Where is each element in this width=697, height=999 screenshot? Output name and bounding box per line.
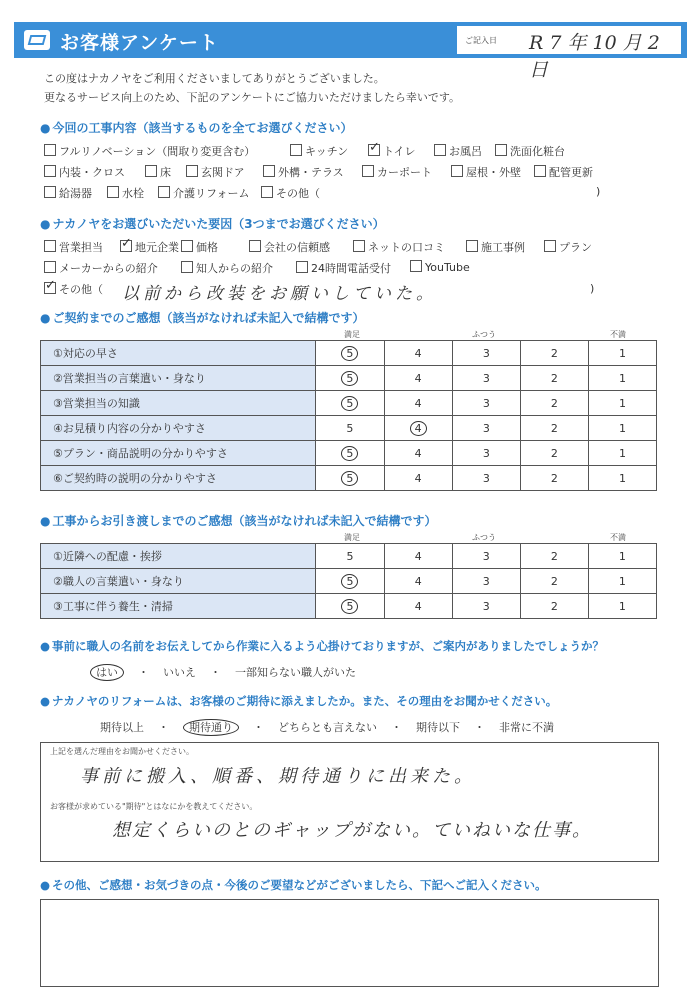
q1-checkbox[interactable] xyxy=(158,186,170,198)
q6-option[interactable]: 期待通り xyxy=(183,719,239,736)
q4-row xyxy=(41,569,657,594)
q2-option[interactable] xyxy=(44,281,103,297)
q1-option[interactable] xyxy=(534,164,593,180)
q1-checkbox[interactable] xyxy=(495,144,507,156)
q4-score-5[interactable] xyxy=(316,569,384,594)
q1-option[interactable] xyxy=(158,185,249,201)
q3-row-label: ④お見積り内容の分かりやすさ xyxy=(41,416,316,441)
q1-checkbox[interactable] xyxy=(261,186,273,198)
q2-option[interactable] xyxy=(544,239,592,255)
q3-score-3[interactable]: 3 xyxy=(452,441,520,466)
q4-score-5[interactable]: 5 xyxy=(316,544,384,569)
q1-checkbox[interactable] xyxy=(107,186,119,198)
q3-scale-low: 不満 xyxy=(610,330,626,339)
q1-option[interactable] xyxy=(362,164,432,180)
selected-score-circle: 5 xyxy=(341,574,358,589)
q3-score-5[interactable] xyxy=(316,341,384,366)
q1-option[interactable] xyxy=(290,143,348,159)
q1-option[interactable] xyxy=(186,164,245,180)
q2-title: ● ナカノヤをお選びいただいた要因（3つまでお選びください） xyxy=(40,217,385,231)
q1-option-label: カーポート xyxy=(377,166,432,179)
selected-score-circle: 5 xyxy=(341,371,358,386)
q7-title: ● その他、ご感想・お気づきの点・今後のご要望などがございましたら、下記へご記入ください。 xyxy=(40,878,547,892)
q2-checkbox[interactable] xyxy=(44,282,56,294)
q4-score-3[interactable]: 3 xyxy=(452,569,520,594)
q3-score-2[interactable]: 2 xyxy=(520,416,588,441)
q1-option[interactable] xyxy=(495,143,565,159)
q3-row xyxy=(41,416,657,441)
q3-row xyxy=(41,441,657,466)
q2-option[interactable] xyxy=(44,260,158,276)
q6-title: ● ナカノヤのリフォームは、お客様のご期待に添えましたか。また、その理由をお聞かせください。 xyxy=(40,694,558,708)
q4-score-1[interactable]: 1 xyxy=(588,569,656,594)
intro-line-2: 更なるサービス向上のため、下記のアンケートにご協力いただけましたら幸いです。 xyxy=(44,91,461,104)
q3-score-1[interactable]: 1 xyxy=(588,341,656,366)
q1-option-label: トイレ xyxy=(383,145,416,158)
q3-score-2[interactable]: 2 xyxy=(520,366,588,391)
q1-checkbox[interactable] xyxy=(44,165,56,177)
q2-option[interactable] xyxy=(120,239,179,255)
q2-checkbox[interactable] xyxy=(181,261,193,273)
q3-score-2[interactable]: 2 xyxy=(520,341,588,366)
q4-row-label: ①近隣への配慮・挨拶 xyxy=(41,544,316,569)
q6-reason-text[interactable]: 事前に搬入、順番、期待通りに出来た。 xyxy=(80,766,476,787)
q6-expect-prompt: お客様が求めている"期待"とはなにかを教えてください。 xyxy=(50,802,258,811)
q4-score-2[interactable]: 2 xyxy=(520,594,588,619)
q6-reason-prompt: 上記を選んだ理由をお聞かせください。 xyxy=(50,747,194,756)
q1-option-label: 屋根・外壁 xyxy=(466,166,521,179)
q4-score-3[interactable]: 3 xyxy=(452,544,520,569)
q2-checkbox[interactable] xyxy=(120,240,132,252)
q4-score-5[interactable] xyxy=(316,594,384,619)
q2-option-label: 会社の信頼感 xyxy=(264,241,330,254)
q1-option-label: 玄関ドア xyxy=(201,166,245,179)
q6-separator: ・ xyxy=(391,721,402,734)
q1-option-label: フルリノベーション（間取り変更含む） xyxy=(59,145,256,158)
q4-scale-low: 不満 xyxy=(610,533,626,542)
q2-checkbox[interactable] xyxy=(466,240,478,252)
q5-option[interactable]: いいえ xyxy=(163,666,196,679)
q3-score-4[interactable]: 4 xyxy=(384,441,452,466)
q3-score-1[interactable]: 1 xyxy=(588,391,656,416)
q3-score-5[interactable] xyxy=(316,366,384,391)
q4-score-4[interactable]: 4 xyxy=(384,594,452,619)
q1-option[interactable] xyxy=(44,143,255,159)
q4-row xyxy=(41,594,657,619)
q2-checkbox[interactable] xyxy=(44,240,56,252)
q6-options xyxy=(100,719,568,735)
q2-option-label: 知人からの紹介 xyxy=(196,262,273,275)
q1-checkbox[interactable] xyxy=(186,165,198,177)
q4-row-label: ②職人の言葉遣い・身なり xyxy=(41,569,316,594)
q1-title: ● 今回の工事内容（該当するものを全てお選びください） xyxy=(40,121,353,135)
selected-score-circle: 5 xyxy=(341,471,358,486)
q4-score-3[interactable]: 3 xyxy=(452,594,520,619)
q4-title: ● 工事からお引き渡しまでのご感想（該当がなければ未記入で結構です） xyxy=(40,514,437,528)
q2-option-label: 施工事例 xyxy=(481,241,525,254)
q3-score-2[interactable]: 2 xyxy=(520,391,588,416)
q1-option[interactable] xyxy=(263,164,344,180)
q4-score-2[interactable]: 2 xyxy=(520,569,588,594)
q3-row xyxy=(41,391,657,416)
q1-checkbox[interactable] xyxy=(362,165,374,177)
q2-option-label: 価格 xyxy=(196,241,218,254)
date-label: ご記入日 xyxy=(465,36,497,45)
q3-score-3[interactable]: 3 xyxy=(452,466,520,491)
q2-checkbox[interactable] xyxy=(544,240,556,252)
q3-score-5[interactable] xyxy=(316,391,384,416)
company-logo-icon xyxy=(24,30,50,50)
q3-score-4[interactable]: 4 xyxy=(384,341,452,366)
q6-option[interactable]: 期待以下 xyxy=(416,721,460,734)
q2-other-text[interactable]: 以前から改装をお願いしていた。 xyxy=(122,284,437,304)
q1-option-label: 給湯器 xyxy=(59,187,92,200)
q3-score-1[interactable]: 1 xyxy=(588,416,656,441)
q1-option[interactable] xyxy=(44,164,125,180)
q2-option[interactable] xyxy=(181,260,273,276)
q2-option[interactable] xyxy=(410,260,470,274)
q6-separator: ・ xyxy=(253,721,264,734)
q7-comment-box[interactable] xyxy=(40,899,659,987)
q1-option[interactable] xyxy=(434,143,482,159)
q2-option[interactable] xyxy=(296,260,391,276)
q3-row xyxy=(41,341,657,366)
q4-score-2[interactable]: 2 xyxy=(520,544,588,569)
q2-option[interactable] xyxy=(181,239,218,255)
q1-option[interactable] xyxy=(107,185,144,201)
q1-checkbox[interactable] xyxy=(44,144,56,156)
q2-option-label: その他（ xyxy=(59,283,103,296)
q5-option[interactable]: はい xyxy=(90,664,124,681)
q3-title: ● ご契約までのご感想（該当がなければ未記入で結構です） xyxy=(40,311,365,325)
selected-score-circle: 5 xyxy=(341,599,358,614)
q3-score-1[interactable]: 1 xyxy=(588,466,656,491)
q2-option-label: 営業担当 xyxy=(59,241,103,254)
q2-option-label: YouTube xyxy=(425,261,470,274)
q2-checkbox[interactable] xyxy=(410,260,422,272)
q4-row-label: ③工事に伴う養生・清掃 xyxy=(41,594,316,619)
q1-checkbox[interactable] xyxy=(290,144,302,156)
q3-score-1[interactable]: 1 xyxy=(588,366,656,391)
q4-score-4[interactable]: 4 xyxy=(384,569,452,594)
q6-option[interactable]: どちらとも言えない xyxy=(278,721,377,734)
q4-rating-table xyxy=(40,543,657,619)
q3-score-3[interactable]: 3 xyxy=(452,416,520,441)
q1-checkbox[interactable] xyxy=(263,165,275,177)
q3-scale-mid: ふつう xyxy=(472,330,496,339)
q1-option-label: 内装・クロス xyxy=(59,166,125,179)
q1-option[interactable] xyxy=(261,185,320,201)
q1-option-label: 水栓 xyxy=(122,187,144,200)
q3-score-4[interactable]: 4 xyxy=(384,391,452,416)
q1-option-label: 介護リフォーム xyxy=(173,187,250,200)
q2-checkbox[interactable] xyxy=(44,261,56,273)
q3-score-5[interactable] xyxy=(316,441,384,466)
q3-row-label: ②営業担当の言葉遣い・身なり xyxy=(41,366,316,391)
q2-other-close: ) xyxy=(590,282,595,295)
q1-option-label: お風呂 xyxy=(449,145,482,158)
q6-option[interactable]: 非常に不満 xyxy=(499,721,554,734)
q2-option-label: ネットの口コミ xyxy=(368,241,445,254)
date-field[interactable] xyxy=(457,26,681,81)
q3-row-label: ①対応の早さ xyxy=(41,341,316,366)
q3-row xyxy=(41,466,657,491)
q3-score-3[interactable]: 3 xyxy=(452,366,520,391)
q4-scale-mid: ふつう xyxy=(472,533,496,542)
q1-option-label: 外構・テラス xyxy=(278,166,344,179)
q3-score-2[interactable]: 2 xyxy=(520,441,588,466)
q2-option[interactable] xyxy=(466,239,525,255)
selected-score-circle: 5 xyxy=(341,346,358,361)
q2-option-label: 地元企業 xyxy=(135,241,179,254)
q2-option[interactable] xyxy=(44,239,103,255)
survey-title: お客様アンケート xyxy=(60,32,219,54)
q3-row xyxy=(41,366,657,391)
q5-title: ● 事前に職人の名前をお伝えしてから作業に入るよう心掛けておりますが、ご案内がありましたでしょうか？ xyxy=(40,639,605,653)
q2-checkbox[interactable] xyxy=(353,240,365,252)
q3-score-4[interactable]: 4 xyxy=(384,366,452,391)
selected-score-circle: 5 xyxy=(341,396,358,411)
q3-score-1[interactable]: 1 xyxy=(588,441,656,466)
q1-other-close: ) xyxy=(596,185,601,198)
selected-score-circle: 4 xyxy=(410,421,427,436)
q3-score-3[interactable]: 3 xyxy=(452,341,520,366)
q2-option[interactable] xyxy=(353,239,445,255)
q3-score-2[interactable]: 2 xyxy=(520,466,588,491)
q6-separator: ・ xyxy=(474,721,485,734)
q1-checkbox[interactable] xyxy=(44,186,56,198)
q3-row-label: ③営業担当の知識 xyxy=(41,391,316,416)
q2-option[interactable] xyxy=(249,239,330,255)
q1-checkbox[interactable] xyxy=(368,144,380,156)
q4-score-4[interactable]: 4 xyxy=(384,544,452,569)
q3-score-4[interactable]: 4 xyxy=(384,466,452,491)
q4-scale-high: 満足 xyxy=(344,533,360,542)
q3-score-3[interactable]: 3 xyxy=(452,391,520,416)
q3-score-5[interactable] xyxy=(316,466,384,491)
q2-option-label: 24時間電話受付 xyxy=(311,262,391,275)
q2-option-label: プラン xyxy=(559,241,592,254)
q1-option-label: 床 xyxy=(160,166,171,179)
q6-option[interactable]: 期待以上 xyxy=(100,721,144,734)
q1-option[interactable] xyxy=(451,164,521,180)
intro-line-1: この度はナカノヤをご利用くださいましてありがとうございました。 xyxy=(44,72,385,85)
q1-checkbox[interactable] xyxy=(451,165,463,177)
q2-checkbox[interactable] xyxy=(249,240,261,252)
q1-checkbox[interactable] xyxy=(534,165,546,177)
q1-option-label: 配管更新 xyxy=(549,166,593,179)
q3-rating-table xyxy=(40,340,657,491)
q3-row-label: ⑥ご契約時の説明の分かりやすさ xyxy=(41,466,316,491)
q2-option-label: メーカーからの紹介 xyxy=(59,262,158,275)
q1-option[interactable] xyxy=(368,143,415,159)
q5-separator: ・ xyxy=(210,666,221,679)
q4-score-1[interactable]: 1 xyxy=(588,594,656,619)
q6-expect-text[interactable]: 想定くらいのとのギャップがない。ていねいな仕事。 xyxy=(112,820,592,841)
q3-score-5[interactable]: 5 xyxy=(316,416,384,441)
q3-row-label: ⑤プラン・商品説明の分かりやすさ xyxy=(41,441,316,466)
q6-separator: ・ xyxy=(158,721,169,734)
q5-option[interactable]: 一部知らない職人がいた xyxy=(235,666,356,679)
q2-checkbox[interactable] xyxy=(181,240,193,252)
q1-option-label: その他（ xyxy=(276,187,320,200)
selected-score-circle: 5 xyxy=(341,446,358,461)
q1-option-label: キッチン xyxy=(305,145,349,158)
q1-option-label: 洗面化粧台 xyxy=(510,145,565,158)
q4-score-1[interactable]: 1 xyxy=(588,544,656,569)
q3-score-4[interactable] xyxy=(384,416,452,441)
q4-row xyxy=(41,544,657,569)
q1-checkbox[interactable] xyxy=(145,165,157,177)
q1-option[interactable] xyxy=(145,164,171,180)
q5-options xyxy=(90,664,370,680)
q1-option[interactable] xyxy=(44,185,92,201)
q5-separator: ・ xyxy=(138,666,149,679)
q2-checkbox[interactable] xyxy=(296,261,308,273)
date-value: R 7 年 10 月 2 日 xyxy=(529,32,660,81)
q1-checkbox[interactable] xyxy=(434,144,446,156)
q3-scale-high: 満足 xyxy=(344,330,360,339)
